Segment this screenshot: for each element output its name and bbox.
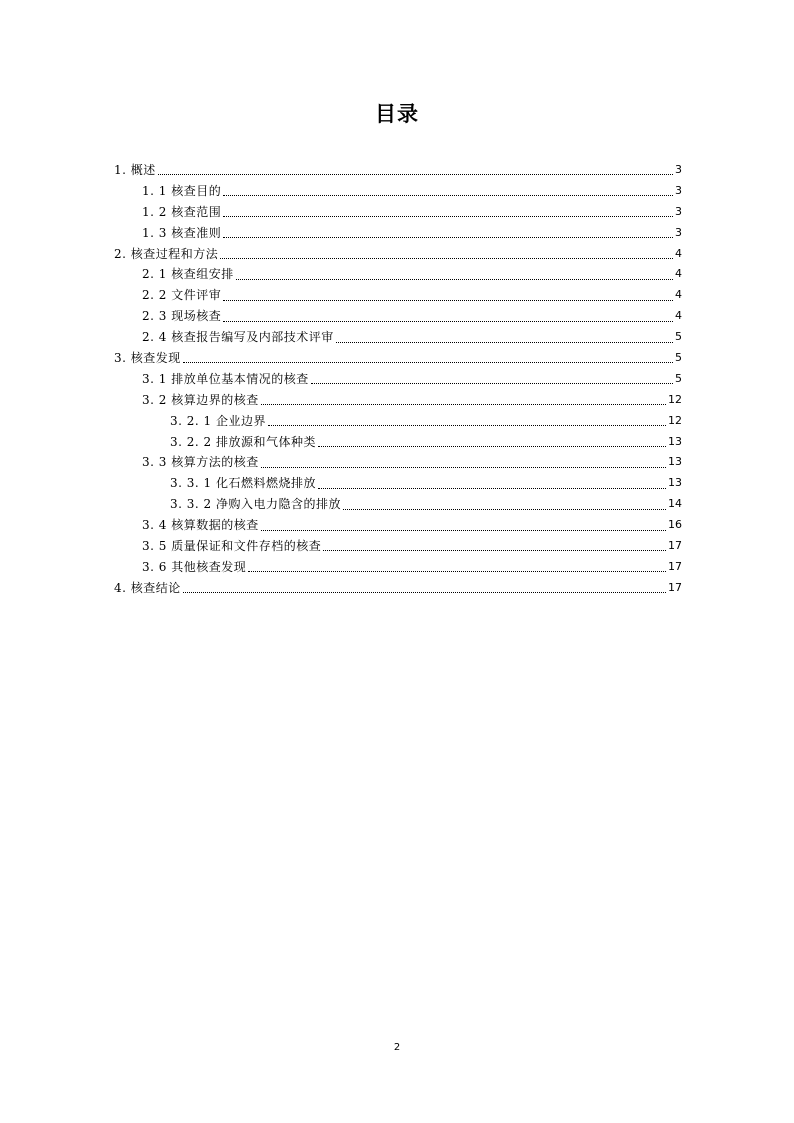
toc-leader-dots — [323, 549, 666, 551]
toc-entry-page: 3 — [675, 225, 682, 239]
toc-entry-page: 3 — [675, 183, 682, 197]
toc-entry-label: 3. 6 其他核查发现 — [142, 559, 247, 574]
toc-entry-page: 13 — [668, 476, 682, 490]
toc-leader-dots — [318, 487, 666, 489]
toc-entry[interactable] — [114, 223, 682, 244]
toc-entry[interactable] — [114, 390, 682, 411]
toc-leader-dots — [336, 341, 673, 343]
toc-leader-dots — [223, 215, 673, 217]
toc-leader-dots — [220, 257, 673, 259]
table-of-contents — [114, 160, 682, 599]
toc-entry-page: 17 — [668, 559, 682, 573]
toc-leader-dots — [223, 194, 673, 196]
toc-leader-dots — [311, 382, 673, 384]
toc-entry[interactable] — [114, 452, 682, 473]
toc-entry-label: 1. 2 核查范围 — [142, 204, 222, 219]
toc-entry-label: 3. 1 排放单位基本情况的核查 — [142, 371, 309, 386]
toc-entry-page: 17 — [668, 580, 682, 594]
toc-entry[interactable] — [114, 202, 682, 223]
toc-title: 目录 — [375, 102, 419, 126]
toc-entry-page: 17 — [668, 539, 682, 553]
toc-entry-page: 5 — [675, 371, 682, 385]
toc-entry-label: 3. 4 核算数据的核查 — [142, 518, 259, 533]
toc-entry-label: 3. 核查发现 — [114, 351, 181, 366]
toc-entry[interactable] — [114, 348, 682, 369]
toc-entry-page: 5 — [675, 351, 682, 365]
toc-entry[interactable] — [114, 369, 682, 390]
toc-entry[interactable] — [114, 432, 682, 453]
toc-entry-label: 2. 核查过程和方法 — [114, 246, 219, 261]
toc-entry-page: 4 — [675, 288, 682, 302]
toc-leader-dots — [261, 466, 666, 468]
toc-leader-dots — [248, 570, 666, 572]
toc-entry-page: 16 — [668, 518, 682, 532]
toc-entry-page: 13 — [668, 455, 682, 469]
toc-entry[interactable] — [114, 306, 682, 327]
toc-leader-dots — [343, 508, 666, 510]
toc-entry[interactable] — [114, 578, 682, 599]
toc-entry-label: 3. 5 质量保证和文件存档的核查 — [142, 539, 322, 554]
toc-leader-dots — [261, 403, 666, 405]
toc-entry-label: 3. 3 核算方法的核查 — [142, 455, 259, 470]
toc-entry[interactable] — [114, 244, 682, 265]
toc-entry[interactable] — [114, 264, 682, 285]
toc-entry-label: 3. 3. 1 化石燃料燃烧排放 — [170, 476, 316, 491]
toc-entry-page: 3 — [675, 204, 682, 218]
toc-leader-dots — [236, 278, 673, 280]
toc-leader-dots — [223, 236, 673, 238]
toc-entry-label: 3. 2. 1 企业边界 — [170, 413, 266, 428]
toc-entry-label: 2. 3 现场核查 — [142, 309, 222, 324]
toc-entry-page: 4 — [675, 246, 682, 260]
toc-leader-dots — [268, 424, 666, 426]
toc-entry-label: 2. 2 文件评审 — [142, 288, 222, 303]
toc-entry-label: 2. 4 核查报告编写及内部技术评审 — [142, 330, 334, 345]
toc-entry-page: 3 — [675, 163, 682, 176]
toc-leader-dots — [158, 173, 673, 175]
toc-leader-dots — [223, 320, 673, 322]
toc-entry[interactable] — [114, 181, 682, 202]
toc-leader-dots — [223, 299, 673, 301]
toc-entry-page: 5 — [675, 330, 682, 344]
toc-entry[interactable] — [114, 494, 682, 515]
toc-entry-label: 1. 1 核查目的 — [142, 183, 222, 198]
toc-entry[interactable] — [114, 536, 682, 557]
toc-entry-page: 4 — [675, 267, 682, 281]
toc-leader-dots — [183, 591, 666, 593]
toc-entry[interactable] — [114, 327, 682, 348]
toc-entry[interactable] — [114, 515, 682, 536]
page-number: 2 — [393, 1042, 401, 1053]
toc-leader-dots — [318, 445, 666, 447]
toc-entry-label: 1. 3 核查准则 — [142, 225, 222, 240]
toc-entry[interactable] — [114, 557, 682, 578]
toc-entry[interactable] — [114, 411, 682, 432]
toc-entry-page: 12 — [668, 392, 682, 406]
toc-entry[interactable] — [114, 285, 682, 306]
toc-entry-page: 14 — [668, 497, 682, 511]
toc-entry-label: 3. 3. 2 净购入电力隐含的排放 — [170, 497, 341, 512]
toc-entry-page: 13 — [668, 434, 682, 448]
toc-entry[interactable] — [114, 473, 682, 494]
toc-entry-label: 3. 2. 2 排放源和气体种类 — [170, 434, 316, 449]
toc-entry-label: 1. 概述 — [114, 163, 156, 177]
toc-leader-dots — [183, 361, 673, 363]
toc-leader-dots — [261, 529, 666, 531]
toc-entry[interactable] — [114, 160, 682, 181]
toc-entry-label: 2. 1 核查组安排 — [142, 267, 234, 282]
toc-entry-label: 4. 核查结论 — [114, 580, 181, 595]
toc-entry-page: 12 — [668, 413, 682, 427]
toc-entry-page: 4 — [675, 309, 682, 323]
toc-entry-label: 3. 2 核算边界的核查 — [142, 392, 259, 407]
